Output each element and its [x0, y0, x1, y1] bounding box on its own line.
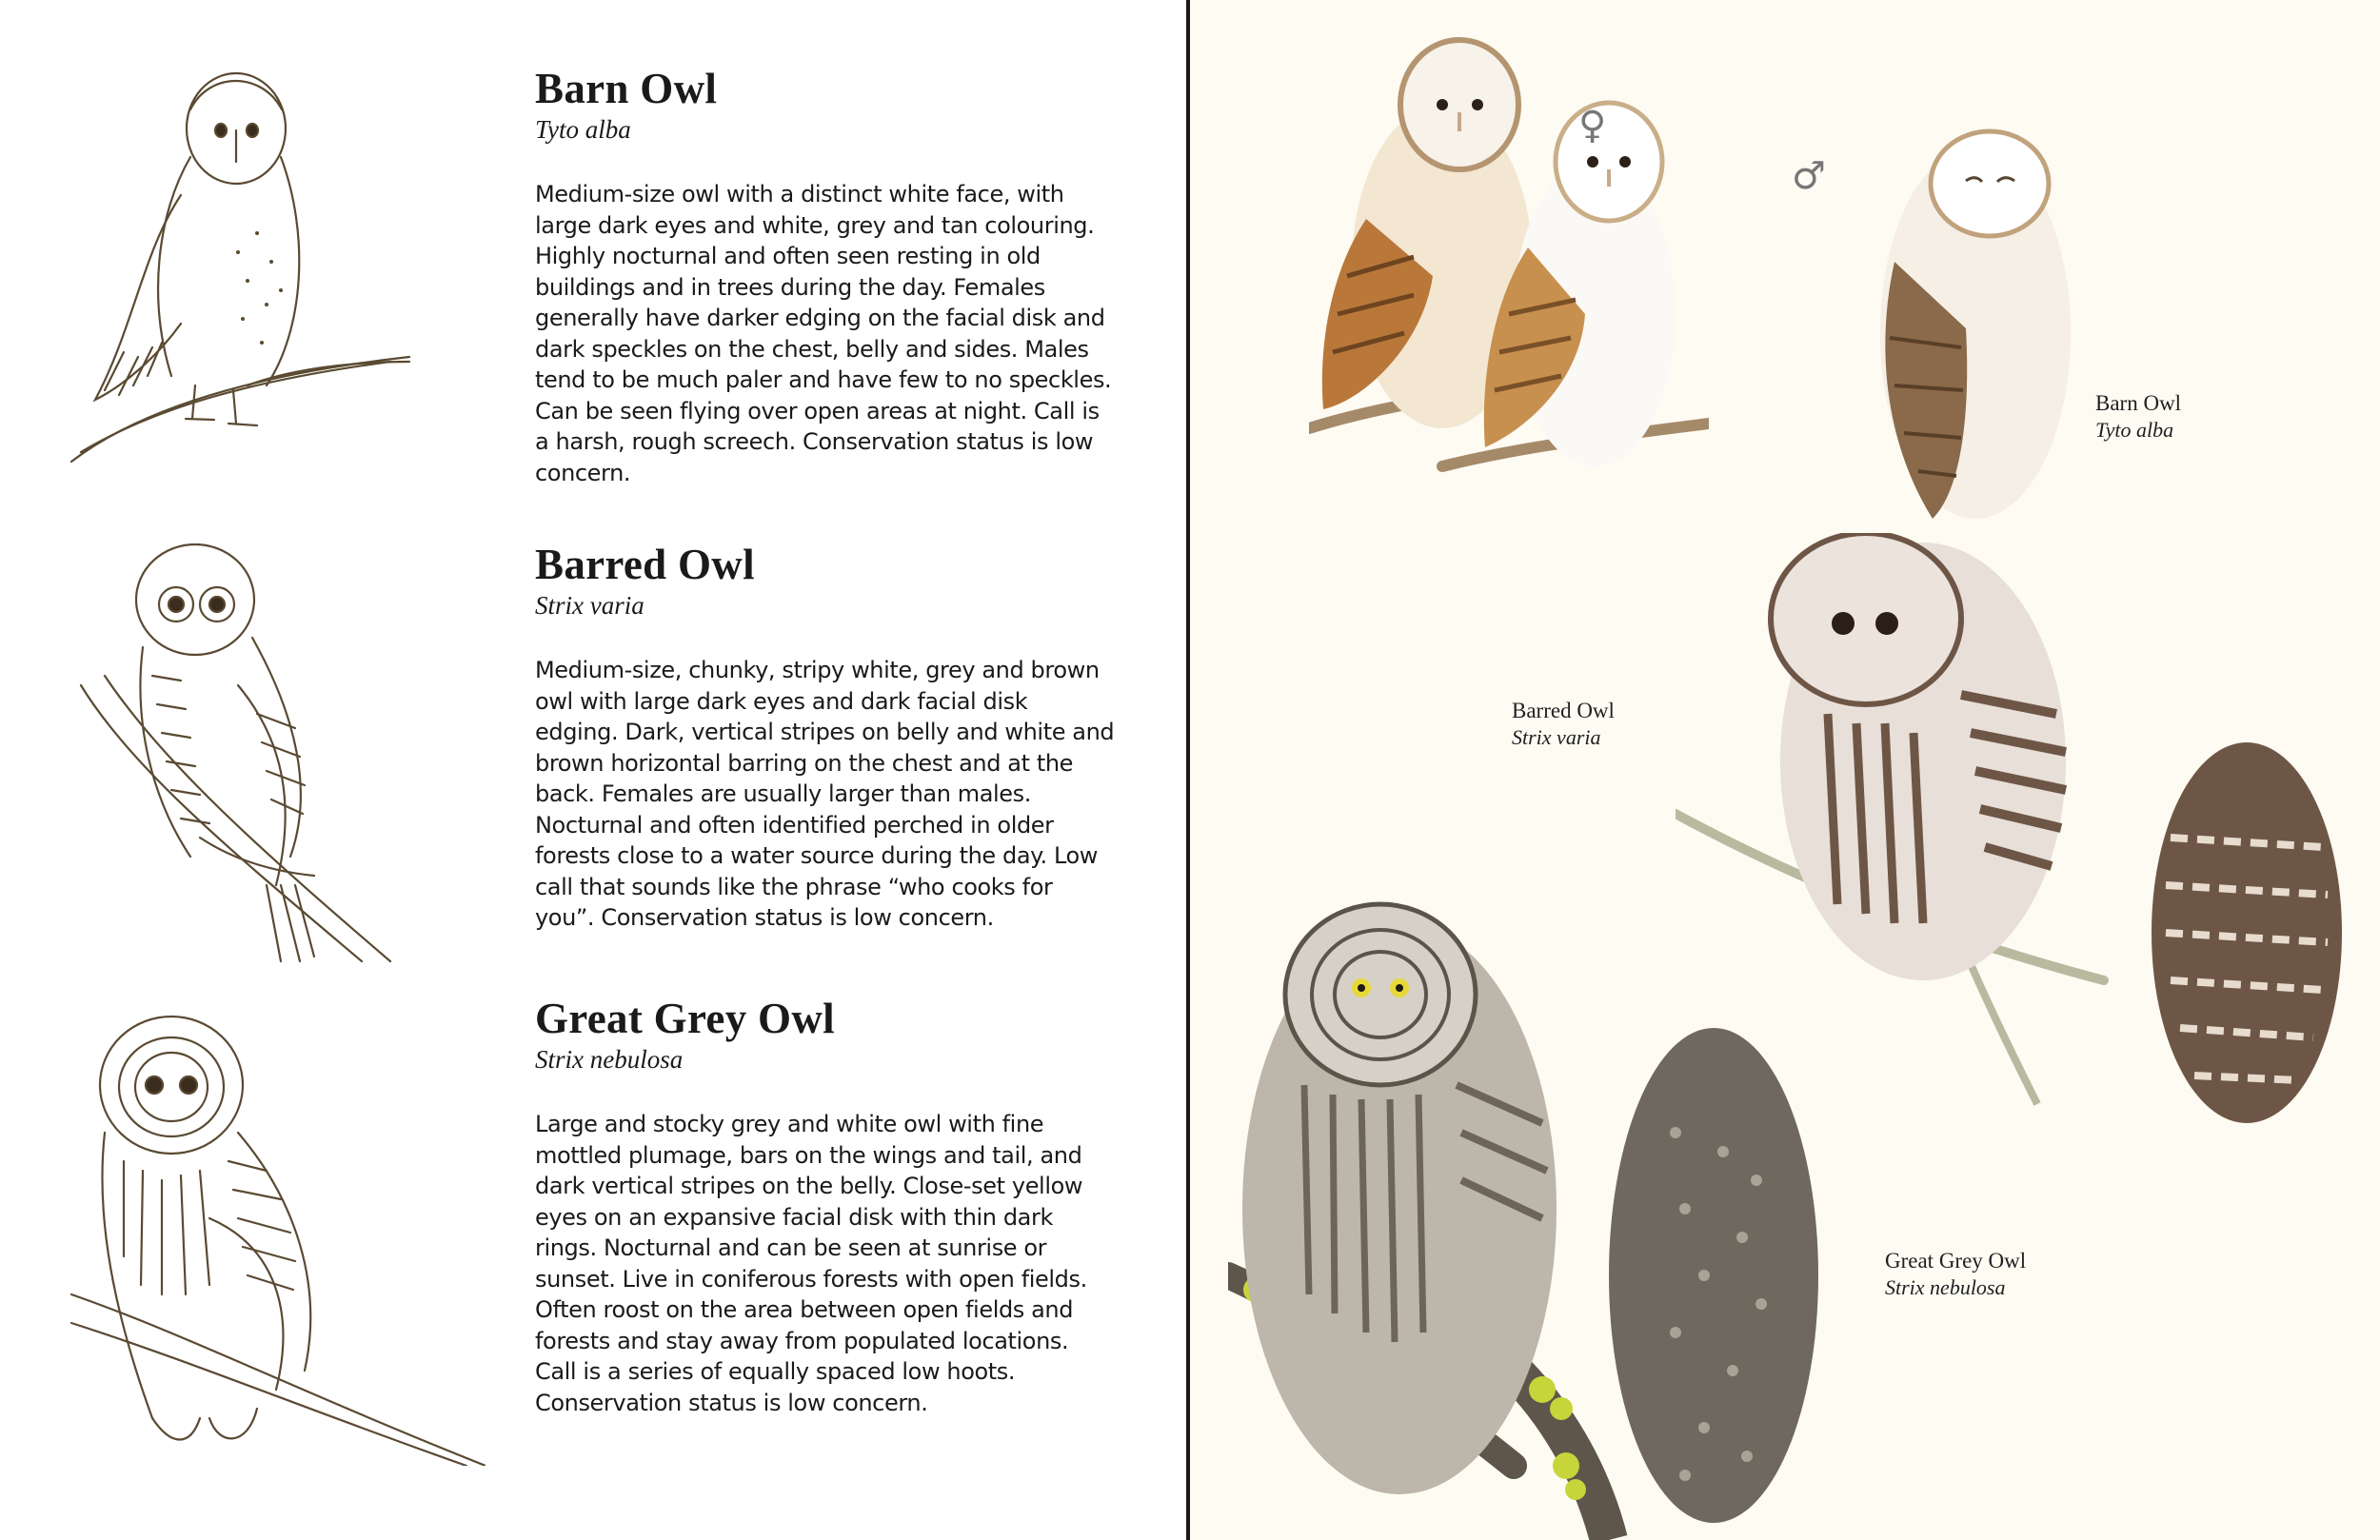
species-latin-name: Strix nebulosa — [535, 1045, 684, 1074]
plate-label-great-grey-owl: Great Grey Owl Strix nebulosa — [1885, 1249, 2027, 1299]
left-page — [0, 0, 1186, 1540]
species-entry-barred-owl — [535, 541, 1130, 934]
barn-owl-sketch — [67, 71, 419, 471]
species-description: Medium-size owl with a distinct white face, with large dark eyes and white, grey and tan colouring. Highly nocturnal and often seen resting in old buildings and in trees during the day. Females generally have darker edging on the facial disk and dark speckles on the chest, belly and sides. Males tend to be much paler and have few to no speckles. Can be seen flying over open areas at night. Call is a harsh, rough screech. Conservation status is low concern. — [535, 181, 1112, 486]
species-title: Barred Owl — [535, 541, 755, 588]
plate-label-barred-owl: Barred Owl Strix varia — [1512, 699, 1615, 749]
barred-owl-sketch — [76, 543, 443, 971]
species-title: Great Grey Owl — [535, 995, 835, 1042]
species-entry-barn-owl — [535, 65, 1130, 488]
species-latin-name: Tyto alba — [535, 115, 631, 144]
species-entry-great-grey-owl — [535, 995, 1130, 1418]
female-symbol: ♀ — [1578, 104, 1607, 148]
species-description: Large and stocky grey and white owl with fine mottled plumage, bars on the wings and tail, and dark vertical stripes on the belly. Close-set yellow eyes on an expansive facial disk with thin dark rings. Nocturnal and can be seen at sunrise or sunset. Live in coniferous forests with open fields. Often roost on the area between open fields and forests and stay away from populated locations. Call is a series of equally spaced low hoots. Conservation status is low concern. — [535, 1111, 1087, 1416]
species-title: Barn Owl — [535, 65, 718, 112]
barn-owl-pair-illustration — [1309, 29, 1709, 495]
species-latin-name: Strix varia — [535, 591, 645, 620]
barn-owl-back-illustration — [1875, 128, 2075, 533]
right-page-plate — [1190, 0, 2380, 1540]
great-grey-owl-sketch — [67, 1009, 486, 1466]
great-grey-owl-illustration — [1228, 895, 1894, 1540]
male-symbol: ♂ — [1792, 154, 1826, 198]
plate-label-barn-owl: Barn Owl Tyto alba — [2095, 391, 2182, 442]
species-description: Medium-size, chunky, stripy white, grey and brown owl with large dark eyes and dark facial disk edging. Dark, vertical stripes on belly and white and brown horizontal barring on the chest and at the back. Females are usually larger than males. Nocturnal and often identified perched in older forests close to a water source during the day. Low call that sounds like the phrase “who cooks for you”. Conservation status is low concern. — [535, 657, 1115, 931]
